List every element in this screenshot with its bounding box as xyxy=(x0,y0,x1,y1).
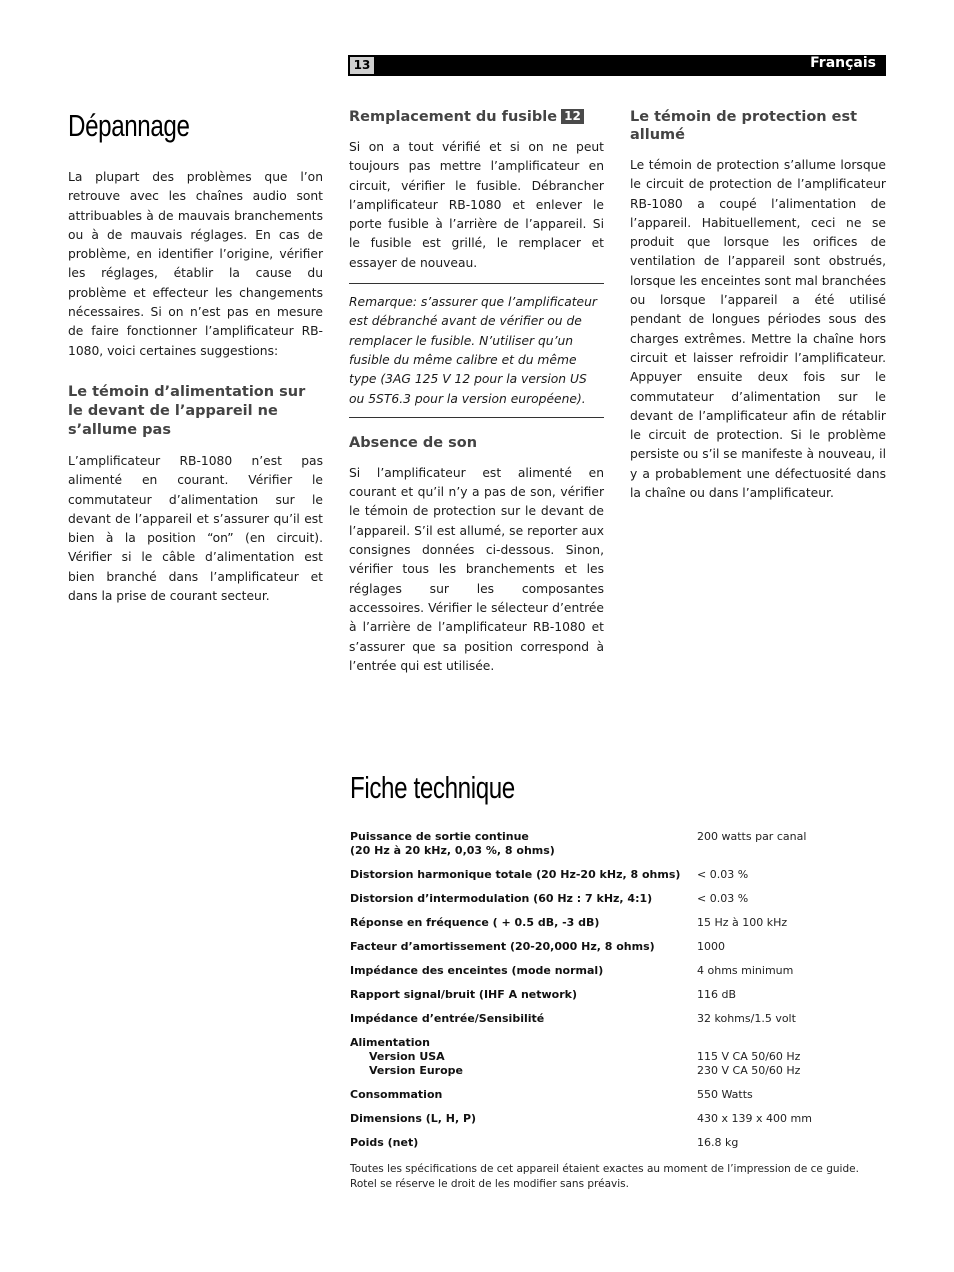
middle-column xyxy=(349,108,604,676)
spec-value: 4 ohms minimum xyxy=(697,964,794,977)
spec-label xyxy=(350,830,697,858)
spec-value: 15 Hz à 100 kHz xyxy=(697,916,788,929)
spec-label: Impédance des enceintes (mode normal) xyxy=(350,964,604,977)
spec-row xyxy=(350,1112,870,1126)
spec-row xyxy=(350,988,870,1002)
specifications-footnote: Toutes les spécifications de cet appareil étaient exactes au moment de l’impression de ce guide. Rotel se réserve le droit de les modifier sans préavis. xyxy=(350,1163,859,1190)
spec-label: Distorsion harmonique totale (20 Hz-20 kHz, 8 ohms) xyxy=(350,868,681,881)
europe-version-label: Version Europe xyxy=(369,1064,463,1077)
spec-label: Poids (net) xyxy=(350,1136,419,1149)
fuse-note: Remarque: s’assurer que l’amplificateur est débranché avant de vérifier ou de remplacer le fusible. N’utiliser qu’un fusible du même calibre et du même type (3AG 125 V 12 pour la version US ou 5ST6.3 pour la version européene). xyxy=(349,295,597,406)
spec-label: Rapport signal/bruit (IHF A network) xyxy=(350,988,577,1001)
usa-version-value: 115 V CA 50/60 Hz xyxy=(697,1050,801,1063)
spec-value: 16.8 kg xyxy=(697,1136,739,1149)
spec-row xyxy=(350,1088,870,1102)
power-indicator-paragraph: L’amplificateur RB-1080 n’est pas alimenté en courant. Vérifier le commutateur d’alimentation sur le devant de l’appareil et s’assurer qu’il est bien à la position “on” (en circuit). Vérifier si le câble d’alimentation est bien branché dans l’amplificateur et dans la prise de courant secteur. xyxy=(68,453,323,604)
spec-label: Dimensions (L, H, P) xyxy=(350,1112,477,1125)
fuse-heading-text: Remplacement du fusible xyxy=(349,109,558,125)
fuse-note-box xyxy=(349,283,604,418)
spec-value: 1000 xyxy=(697,940,725,953)
spec-row xyxy=(350,1012,870,1026)
europe-version-value: 230 V CA 50/60 Hz xyxy=(697,1064,801,1077)
spec-row xyxy=(350,830,870,858)
usa-version-label: Version USA xyxy=(369,1050,445,1063)
spec-row xyxy=(350,964,870,978)
protection-heading: Le témoin de protection est allumé xyxy=(630,109,858,143)
spec-row xyxy=(350,1136,870,1150)
power-supply-label: Alimentation xyxy=(350,1036,430,1049)
spec-value: 32 kohms/1.5 volt xyxy=(697,1012,796,1025)
spacer xyxy=(697,1036,800,1050)
page-number: 13 xyxy=(350,57,374,74)
spec-label-line: Puissance de sortie continue xyxy=(350,830,529,843)
spec-label-line: (20 Hz à 20 kHz, 0,03 %, 8 ohms) xyxy=(350,844,555,857)
language-label: Français xyxy=(810,55,876,71)
spec-label: Impédance d’entrée/Sensibilité xyxy=(350,1012,545,1025)
fuse-paragraph: Si on a tout vérifié et si on ne peut toujours pas mettre l’amplificateur en circuit, vérifier le fusible. Débrancher l’amplificateur RB-1080 et enlever le porte fusible à l’arrière de l’appareil. Si le fusible est grillé, le remplacer et essayer de nouveau. xyxy=(349,140,604,270)
left-column xyxy=(68,168,323,606)
spec-label: Distorsion d’intermodulation (60 Hz : 7 kHz, 4:1) xyxy=(350,892,653,905)
spec-value: < 0.03 % xyxy=(697,868,749,881)
spec-row xyxy=(350,868,870,882)
spec-row xyxy=(350,892,870,906)
spec-label: Facteur d’amortissement (20-20,000 Hz, 8 ohms) xyxy=(350,940,655,953)
right-column xyxy=(630,108,886,503)
no-sound-paragraph: Si l’amplificateur est alimenté en courant et qu’il n’y a pas de son, vérifier le témoin de protection sur le devant de l’appareil. S’il est allumé, se reporter aux consignes données ci-dessous. Sinon, vérifier tous les branchements et les réglages sur les composantes accessoires. Vérifier le sélecteur d’entrée à l’arrière de l’amplificateur RB-1080 et s’assurer que sa position correspond à l’entrée qui est utilisée. xyxy=(349,465,604,673)
spec-row xyxy=(350,940,870,954)
troubleshooting-title: Dépannage xyxy=(68,108,190,143)
header-bar xyxy=(348,55,886,76)
spec-value: < 0.03 % xyxy=(697,892,749,905)
spec-value: 430 x 139 x 400 mm xyxy=(697,1112,812,1125)
spec-label: Réponse en fréquence ( + 0.5 dB, -3 dB) xyxy=(350,916,600,929)
spec-row-power-supply xyxy=(350,1036,870,1078)
no-sound-heading: Absence de son xyxy=(349,434,478,451)
spec-value xyxy=(697,1036,800,1078)
spec-value: 116 dB xyxy=(697,988,737,1001)
protection-paragraph: Le témoin de protection s’allume lorsque le circuit de protection de l’amplificateur RB-1080 a coupé l’alimentation de l’appareil. Habituellement, ceci ne se produit que lorsque les orifices de ventilation de l’appareil sont obstrués, lorsque les enceintes sont mal branchées ou lorsque l’appareil a été utilisé pendant de longues périodes sous des charges extrêmes. Mettre la chaîne hors circuit et laisser refroidir l’amplificateur. Appuyer ensuite deux fois sur le commutateur d’alimentation sur le devant de l’amplificateur afin de rétablir le circuit de protection. Si le problème persiste ou s’il se manifeste à nouveau, il y a probablement une défectuosité dans la chaîne ou dans l’amplificateur. xyxy=(630,158,886,501)
specifications-table xyxy=(350,830,870,1160)
spec-label: Consommation xyxy=(350,1088,443,1101)
intro-paragraph: La plupart des problèmes que l’on retrouve avec les chaînes audio sont attribuables à de mauvais branchements ou à de mauvais réglages. En cas de problème, en identifier l’origine, vérifier les réglages, établir la cause du problème et effecteur les changements nécessaires. Si on n’est pas en mesure de faire fonctionner l’amplificateur RB-1080, voici certaines suggestions: xyxy=(68,170,323,358)
spec-row xyxy=(350,916,870,930)
specifications-title: Fiche technique xyxy=(350,770,515,805)
fuse-heading xyxy=(349,108,604,127)
power-indicator-heading: Le témoin d’alimentation sur le devant de l’appareil ne s’allume pas xyxy=(68,383,306,438)
fuse-reference-badge: 12 xyxy=(561,109,584,124)
spec-label xyxy=(350,1036,697,1078)
spec-value: 550 Watts xyxy=(697,1088,753,1101)
spec-value: 200 watts par canal xyxy=(697,830,807,843)
